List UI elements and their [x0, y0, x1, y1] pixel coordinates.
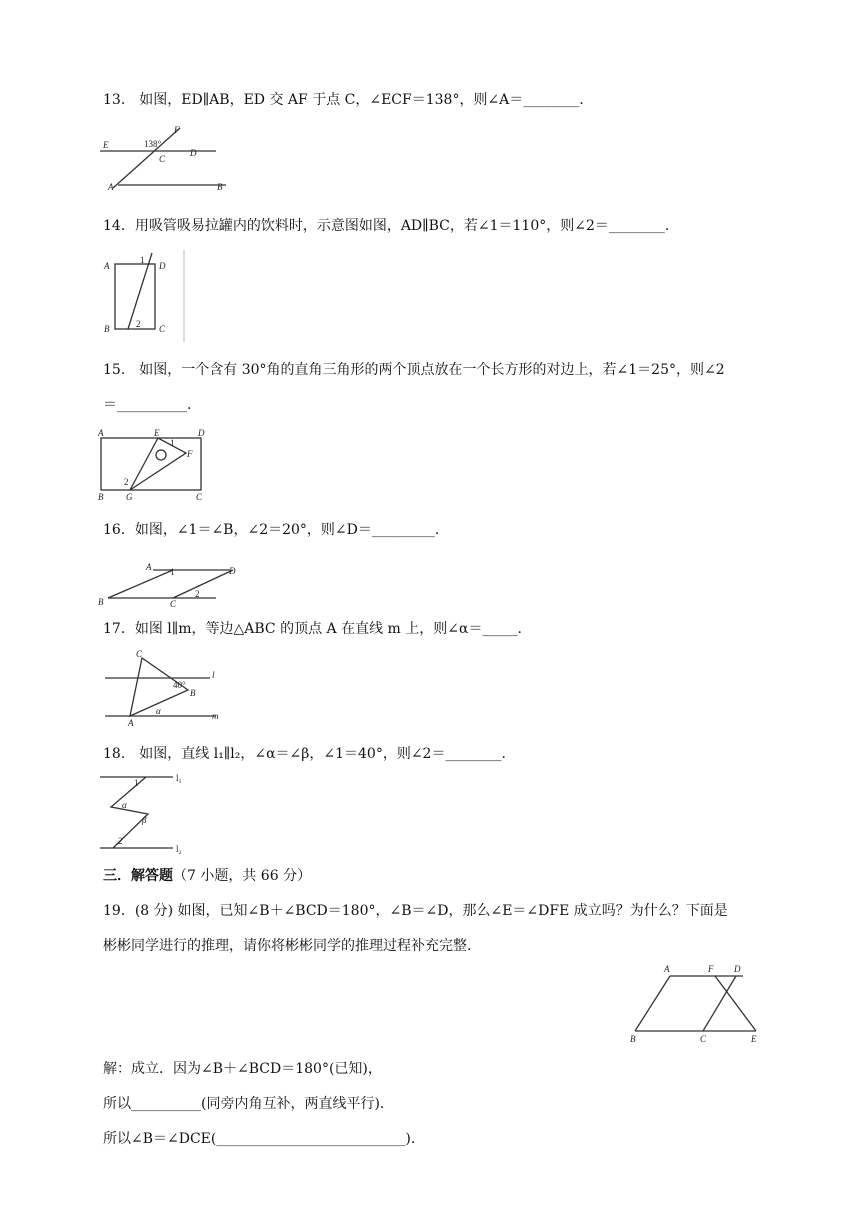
label-C: C: [700, 1034, 707, 1044]
label-F: F: [187, 449, 193, 459]
label-D: D: [734, 964, 741, 974]
angle-alpha: α: [156, 706, 161, 716]
figure-16: [98, 560, 243, 610]
label-A: A: [108, 182, 114, 192]
angle-2: 2: [118, 836, 123, 846]
label-E: E: [751, 1034, 757, 1044]
figure-17: [100, 648, 230, 728]
angle-1: 1: [134, 778, 139, 788]
label-C: C: [159, 324, 166, 334]
question-16: 16．如图，∠1＝∠B，∠2＝20°，则∠D＝_________.: [103, 522, 440, 538]
label-B: B: [630, 1034, 636, 1044]
angle-2: 2: [136, 319, 141, 329]
angle-alpha: α: [122, 800, 127, 810]
figure-18: [98, 772, 198, 852]
label-D: D: [229, 566, 236, 576]
label-D: D: [159, 261, 166, 271]
label-A: A: [664, 964, 670, 974]
label-A: A: [146, 562, 152, 572]
solution-line1: 解：成立．因为∠B＋∠BCD＝180°(已知)，: [103, 1061, 382, 1077]
label-D: D: [198, 428, 205, 438]
label-B: B: [104, 324, 110, 334]
angle-2: 2: [124, 477, 129, 487]
label-F: F: [708, 964, 714, 974]
label-C: C: [136, 649, 143, 659]
figure-15: [98, 428, 213, 503]
label-l: l: [212, 670, 215, 680]
section-3-title: 三．解答题: [103, 868, 173, 884]
angle-beta: β: [142, 815, 147, 825]
label-F: F: [174, 125, 180, 135]
section-3-note: （7 小题，共 66 分）: [173, 868, 312, 884]
label-C: C: [159, 154, 166, 164]
question-14: 14．用吸管吸易拉罐内的饮料时，示意图如图，AD∥BC，若∠1＝110°，则∠2＝________.: [103, 218, 670, 234]
figure-14: [100, 250, 190, 342]
label-D: D: [190, 148, 197, 158]
question-19-line2: 彬彬同学进行的推理，请你将彬彬同学的推理过程补充完整．: [103, 938, 481, 954]
label-A: A: [104, 261, 110, 271]
question-15-line1: 15. 如图，一个含有 30°角的直角三角形的两个顶点放在一个长方形的对边上，若∠1＝25°，则∠2: [103, 362, 725, 378]
label-m: m: [212, 711, 219, 721]
label-C: C: [170, 599, 177, 609]
label-E: E: [103, 140, 109, 150]
label-A: A: [98, 428, 104, 438]
label-G: G: [126, 492, 133, 502]
question-18: 18. 如图，直线 l₁∥l₂，∠α＝∠β，∠1＝40°，则∠2＝________.: [103, 746, 506, 762]
angle-1: 1: [140, 255, 145, 265]
question-13: 13. 如图，ED∥AB，ED 交 AF 于点 C，∠ECF＝138°，则∠A＝________.: [103, 92, 584, 108]
label-E: E: [154, 428, 160, 438]
label-C: C: [196, 492, 203, 502]
angle-40: 40°: [173, 680, 186, 690]
label-A: A: [128, 718, 134, 728]
label-B: B: [98, 597, 104, 607]
angle-label: 138°: [144, 139, 162, 149]
question-17: 17．如图 l∥m，等边△ABC 的顶点 A 在直线 m 上，则∠α＝_____.: [103, 621, 522, 637]
label-B: B: [98, 492, 104, 502]
solution-line2: 所以__________(同旁内角互补，两直线平行)．: [103, 1096, 394, 1112]
figure-13: [98, 124, 238, 194]
figure-19: [628, 962, 768, 1047]
angle-1: 1: [170, 438, 175, 448]
label-B: B: [217, 182, 223, 192]
angle-1: 1: [170, 567, 175, 577]
angle-2: 2: [195, 589, 200, 599]
label-B: B: [190, 688, 196, 698]
question-19-line1: 19．(8 分) 如图，已知∠B＋∠BCD＝180°，∠B＝∠D，那么∠E＝∠DFE 成立吗？为什么？下面是: [103, 903, 728, 919]
question-15-line2: ＝__________.: [103, 397, 192, 413]
label-l1: l₁: [176, 773, 182, 783]
section-3-heading: [103, 866, 311, 886]
label-l2: l₂: [176, 844, 182, 854]
solution-line3: 所以∠B＝∠DCE(___________________________)．: [103, 1131, 425, 1147]
